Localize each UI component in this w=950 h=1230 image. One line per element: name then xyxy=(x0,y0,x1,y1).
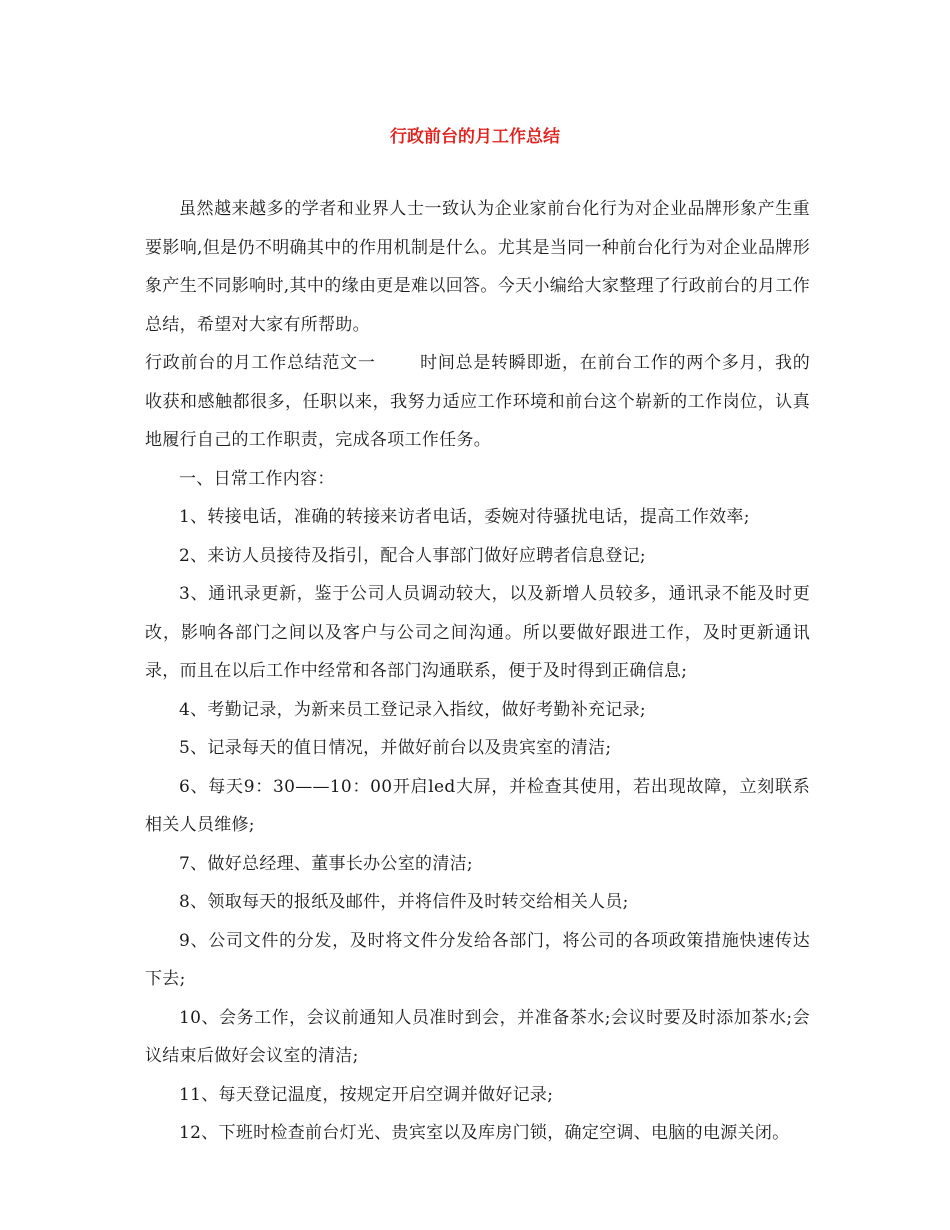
sample-heading: 行政前台的月工作总结范文一 xyxy=(145,353,376,373)
list-item: 4、考勤记录，为新来员工登记录入指纹，做好考勤补充记录; xyxy=(179,699,646,720)
list-item: 8、领取每天的报纸及邮件，并将信件及时转交给相关人员; xyxy=(179,892,629,912)
list-item: 6、每天9：30——10：00开启led大屏，并检查其使用，若出现故障，立刻联系相关人员维修; xyxy=(145,776,810,835)
list-item: 3、通讯录更新，鉴于公司人员调动较大，以及新增人员较多，通讯录不能及时更改，影响各部门之间以及客户与公司之间沟通。所以要做好跟进工作，及时更新通讯录，而且在以后工作中经常和各部门沟通联系，便于及时得到正确信息; xyxy=(145,584,810,681)
list-item: 9、公司文件的分发，及时将文件分发给各部门，将公司的各项政策措施快速传达下去; xyxy=(145,930,810,989)
list-item: 2、来访人员接待及指引，配合人事部门做好应聘者信息登记; xyxy=(179,545,646,566)
sample-paragraph xyxy=(145,344,810,460)
document-title: 行政前台的月工作总结 xyxy=(390,127,560,147)
list-item: 12、下班时检查前台灯光、贵宾室以及库房门锁，确定空调、电脑的电源关闭。 xyxy=(179,1123,790,1143)
list-item: 11、每天登记温度，按规定开启空调并做好记录; xyxy=(179,1084,554,1105)
document-body xyxy=(145,190,810,1153)
section-heading: 一、日常工作内容： xyxy=(179,468,335,489)
list-item: 10、会务工作，会议前通知人员准时到会，并准备茶水;会议时要及时添加茶水;会议结束后做好会议室的清洁; xyxy=(145,1007,810,1066)
list-item: 5、记录每天的值日情况，并做好前台以及贵宾室的清洁; xyxy=(179,738,612,758)
intro-paragraph: 虽然越来越多的学者和业界人士一致认为企业家前台化行为对企业品牌形象产生重要影响,但是仍不明确其中的作用机制是什么。尤其是当同一种前台化行为对企业品牌形象产生不同影响时,其中的缘由更是难以回答。今天小编给大家整理了行政前台的月工作总结，希望对大家有所帮助。 xyxy=(145,199,810,335)
sample-opening: 时间总是转瞬即逝，在前台工作的两个多月，我的收获和感触都很多，任职以来，我努力适应工作环境和前台这个崭新的工作岗位，认真地履行自己的工作职责，完成各项工作任务。 xyxy=(145,353,810,450)
list-item: 7、做好总经理、董事长办公室的清洁; xyxy=(179,853,473,874)
list-item: 1、转接电话，准确的转接来访者电话，委婉对待骚扰电话，提高工作效率; xyxy=(179,507,750,527)
